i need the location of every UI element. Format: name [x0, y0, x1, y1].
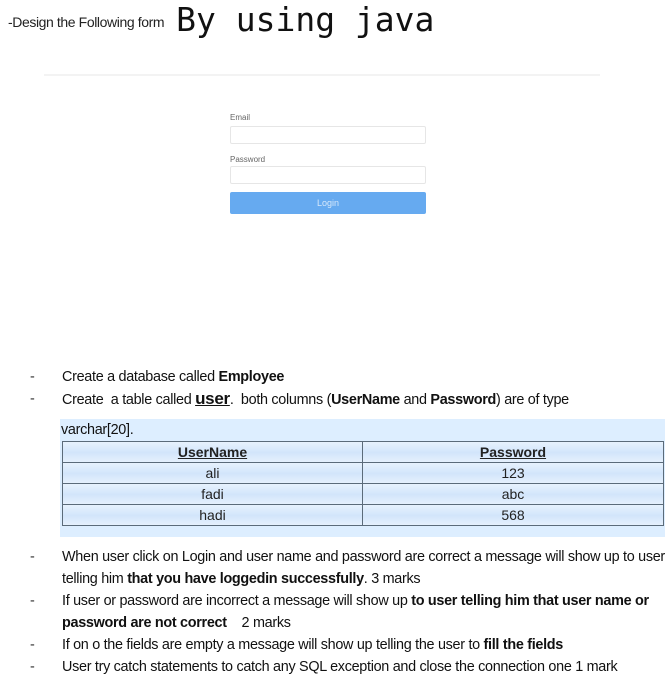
user-table: [62, 441, 664, 526]
login-button[interactable]: Login: [230, 192, 426, 214]
bullet-dash: -: [30, 659, 35, 675]
requirement-item: [30, 634, 670, 656]
text-segment: If user or password are incorrect a message will show up: [62, 593, 412, 609]
text-segment: and: [399, 392, 431, 408]
table-section: [60, 419, 665, 537]
requirement-item: [30, 546, 670, 590]
text-segment: Create a table called: [62, 392, 196, 408]
emphasis-text: fill the fields: [483, 637, 564, 653]
requirement-text: [62, 366, 670, 388]
requirements-list-top: [30, 366, 670, 411]
table-row: [63, 484, 664, 505]
password-field[interactable]: [230, 166, 426, 184]
cell-password: abc: [363, 484, 664, 505]
requirement-item: [30, 656, 670, 678]
emphasis-text: to user telling him that user name or password are not correct: [62, 593, 653, 631]
table-row: [63, 505, 664, 526]
text-segment: When user click on Login and user name and password are correct a message will show up to user telling him: [62, 549, 669, 587]
email-field[interactable]: [230, 126, 426, 144]
document-header: [8, 0, 434, 42]
text-segment: If on o the fields are empty a message will show up telling the user to: [62, 637, 484, 653]
requirement-item: [30, 388, 670, 411]
cell-password: 123: [363, 463, 664, 484]
bullet-dash: -: [30, 637, 35, 653]
text-segment: Create a database called: [62, 369, 219, 385]
intro-text: -Design the Following form: [8, 14, 165, 30]
cell-username: ali: [63, 463, 363, 484]
text-segment: . 3 marks: [363, 571, 421, 587]
bullet-dash: -: [30, 593, 35, 609]
emphasis-text: UserName: [331, 392, 400, 408]
form-top-divider: [44, 74, 600, 76]
email-label: Email: [230, 113, 251, 122]
bullet-dash: -: [30, 549, 35, 565]
cell-username: hadi: [63, 505, 363, 526]
text-segment: . both columns (: [229, 392, 332, 408]
text-segment: User try catch statements to catch any SQL exception and close the connection one 1 mark: [62, 659, 618, 675]
emphasis-text: user: [195, 389, 230, 408]
table-header-row: [63, 442, 664, 463]
requirement-text: [62, 546, 670, 590]
requirement-text: [62, 388, 670, 411]
column-type-text: varchar[20].: [61, 422, 134, 438]
emphasis-text: Password: [430, 392, 496, 408]
requirement-text: [62, 590, 670, 634]
cell-username: fadi: [63, 484, 363, 505]
column-header-password: Password: [363, 442, 664, 463]
bullet-dash: -: [30, 369, 35, 385]
emphasis-text: that you have loggedin successfully: [127, 571, 364, 587]
requirement-text: [62, 634, 670, 656]
requirements-list-bottom: [30, 546, 670, 678]
bullet-dash: -: [30, 391, 35, 407]
requirement-text: [62, 656, 670, 678]
requirement-item: [30, 590, 670, 634]
document-title: By using java: [176, 0, 435, 39]
column-header-username: UserName: [63, 442, 363, 463]
login-form-mockup: [230, 112, 426, 214]
password-label: Password: [230, 155, 266, 164]
text-segment: 2 marks: [226, 615, 291, 631]
table-row: [63, 463, 664, 484]
requirement-item: [30, 366, 670, 388]
emphasis-text: Employee: [218, 369, 285, 385]
cell-password: 568: [363, 505, 664, 526]
text-segment: ) are of type: [496, 392, 569, 408]
